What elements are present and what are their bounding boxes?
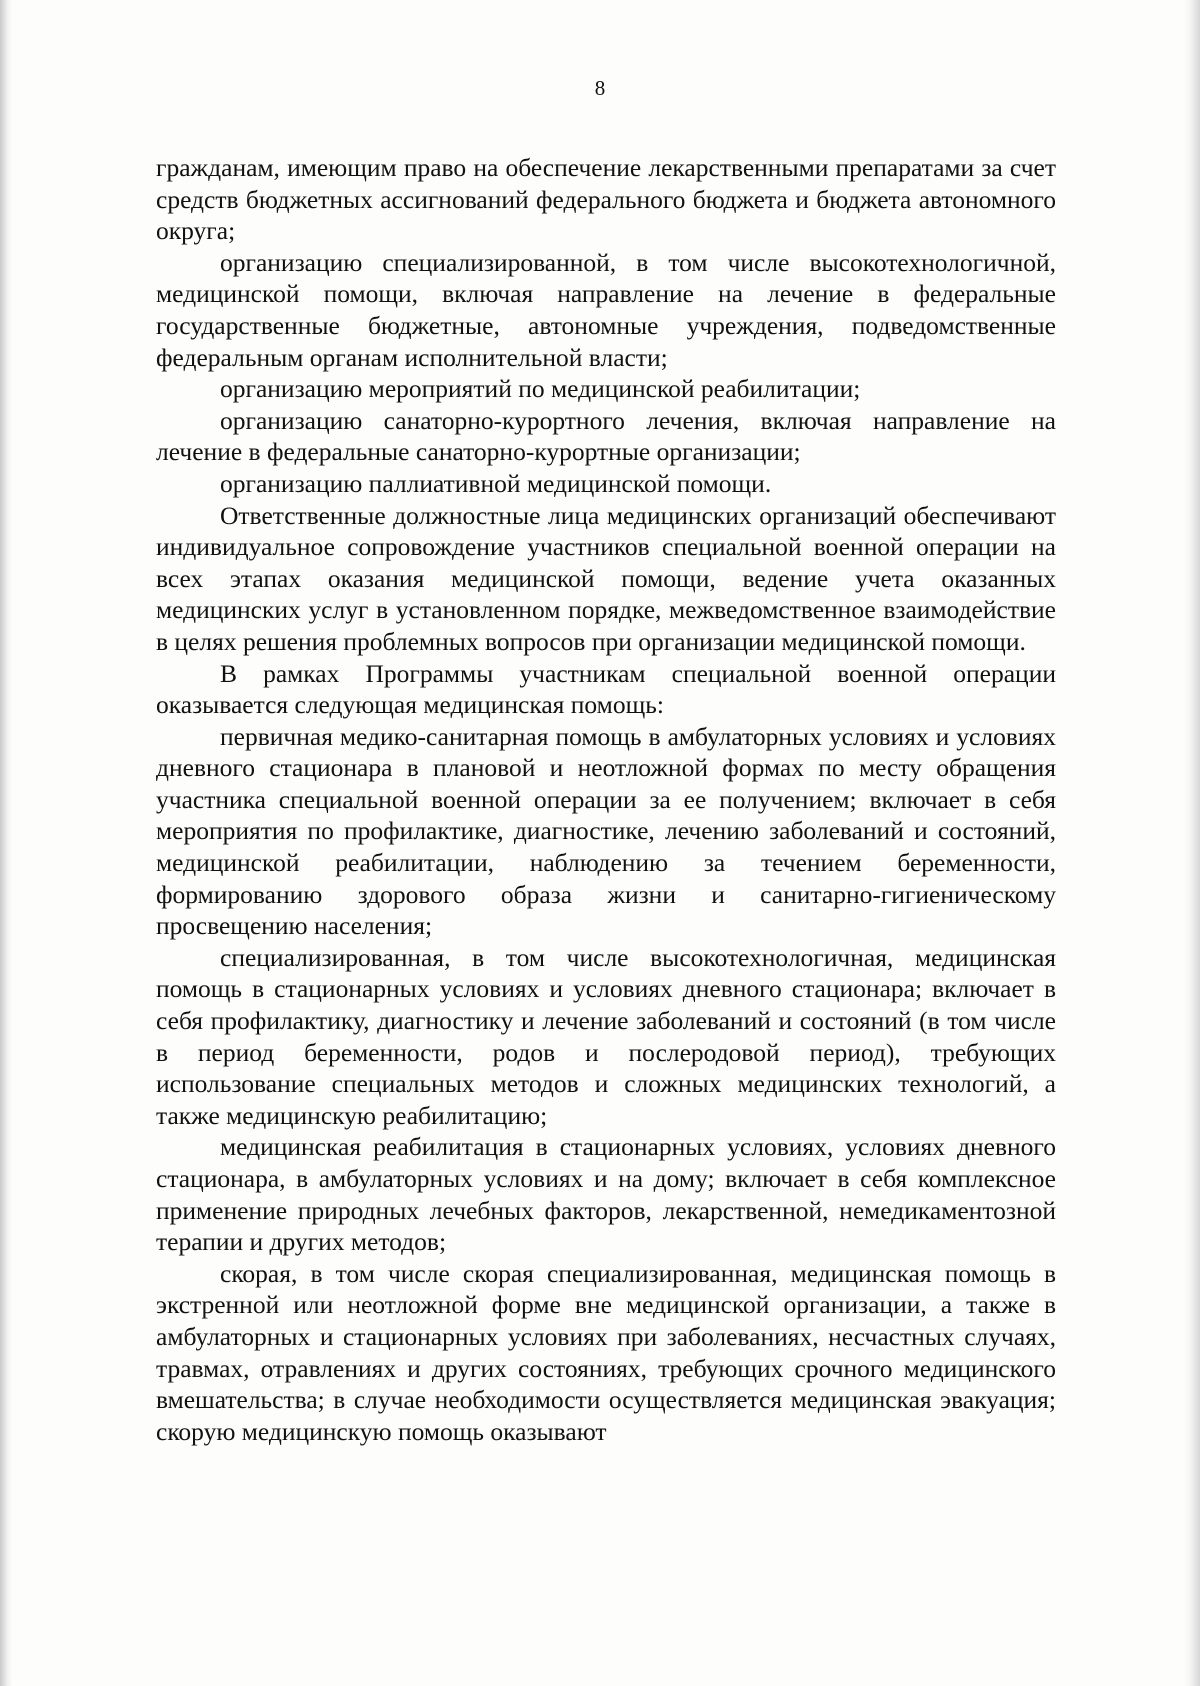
paragraph: организацию паллиативной медицинской помощи. <box>220 468 772 498</box>
body-text <box>156 152 1056 1447</box>
paragraph: первичная медико-санитарная помощь в амбулаторных условиях и условиях дневного стационара в плановой и неотложной формах по месту обращения участника специальной военной операции за ее получением; включает в себя мероприятия по профилактике, диагностике, лечению заболеваний и состояний, медицинской реабилитации, наблюдению за течением беременности, формированию здорового образа жизни и санитарно-гигиеническому просвещению населения; <box>156 721 1056 941</box>
scan-edge-right <box>1184 0 1200 1686</box>
page-number: 8 <box>594 76 606 100</box>
paragraph: организацию специализированной, в том числе высокотехнологичной, медицинской помощи, включая направление на лечение в федеральные государственные бюджетные, автономные учреждения, подведомственные федеральным органам исполнительной власти; <box>156 247 1056 372</box>
paragraph: гражданам, имеющим право на обеспечение лекарственными препаратами за счет средств бюджетных ассигнований федерального бюджета и бюджета автономного округа; <box>156 153 1056 246</box>
paragraph: скорая, в том числе скорая специализированная, медицинская помощь в экстренной или неотложной форме вне медицинской организации, а также в амбулаторных и стационарных условиях при заболеваниях, несчастных случаях, травмах, отравлениях и других состояниях, требующих срочного медицинского вмешательства; в случае необходимости осуществляется медицинская эвакуация; скорую медицинскую помощь оказывают <box>156 1258 1056 1446</box>
paragraph: организацию мероприятий по медицинской реабилитации; <box>220 374 861 404</box>
paragraph: специализированная, в том числе высокотехнологичная, медицинская помощь в стационарных условиях и условиях дневного стационара; включает в себя профилактику, диагностику и лечение заболеваний и состояний (в том числе в период беременности, родов и послеродовой период), требующих использование специальных методов и сложных медицинских технологий, а также медицинскую реабилитацию; <box>156 942 1056 1130</box>
scan-edge-left <box>0 0 12 1686</box>
paragraph: организацию санаторно-курортного лечения, включая направление на лечение в федеральные санаторно-курортные организации; <box>156 405 1056 467</box>
paragraph: В рамках Программы участникам специальной военной операции оказывается следующая медицинская помощь: <box>156 658 1056 720</box>
paragraph: медицинская реабилитация в стационарных условиях, условиях дневного стационара, в амбулаторных условиях и на дому; включает в себя комплексное применение природных лечебных факторов, лекарственной, немедикаментозной терапии и других методов; <box>156 1132 1056 1257</box>
paragraph: Ответственные должностные лица медицинских организаций обеспечивают индивидуальное сопровождение участников специальной военной операции на всех этапах оказания медицинской помощи, ведение учета оказанных медицинских услуг в установленном порядке, межведомственное взаимодействие в целях решения проблемных вопросов при организации медицинской помощи. <box>156 500 1056 656</box>
